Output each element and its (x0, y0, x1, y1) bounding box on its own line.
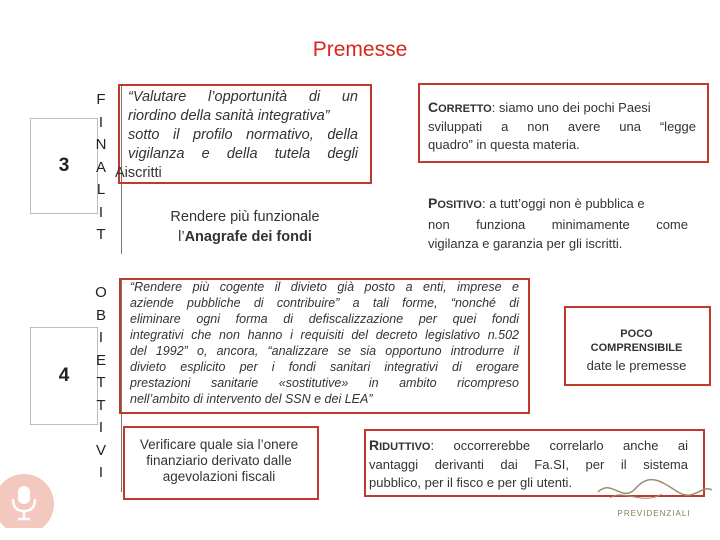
goal-line: finanziario derivato dalle (146, 453, 292, 468)
microphone-icon (0, 472, 56, 528)
quote-line: prestazioni sanitarie «sostitutive» in ambito ricompreso (130, 376, 519, 390)
row4-number: 4 (58, 365, 70, 386)
vertical-letter: I (98, 203, 104, 221)
correct-line: sviluppati a non avere una “legge (428, 119, 696, 134)
quote-line: aziende pubbliche di contribuire” a tali forme, “nonché di (130, 296, 519, 310)
quote-line: sotto il profilo normativo, della (128, 127, 358, 143)
vertical-letter: E (95, 351, 106, 369)
vertical-letter: T (96, 374, 106, 391)
quote-line: Aiscritti (115, 165, 162, 181)
quote-line: riordino della sanità integrativa” (128, 108, 330, 124)
vertical-letter: V (95, 441, 106, 459)
vertical-letter: I (98, 464, 104, 481)
overlap-letter: A (115, 165, 125, 181)
vertical-letter: A (95, 158, 106, 176)
quote-line: vigilanza e della tutela degli (128, 146, 358, 162)
row4-goal (127, 437, 311, 485)
row3-goal (140, 207, 350, 247)
row4-vertical-word (92, 282, 110, 485)
vertical-letter: T (96, 396, 106, 414)
company-logo (592, 478, 716, 524)
row3-number-box (30, 118, 98, 214)
positive-line: vigilanza e garanzia per gli iscritti. (428, 236, 623, 251)
vertical-letter: I (98, 329, 104, 346)
quote-line: integrativi che non hanno i requisiti del decreto legislativo n.502 (130, 328, 519, 342)
vertical-letter: O (95, 284, 107, 301)
vertical-letter: N (95, 136, 107, 153)
positive-heading: POSITIVO: a tutt’oggi non è pubblica e (428, 195, 645, 211)
poco-text (566, 327, 707, 373)
goal-line: Rendere più funzionale (170, 209, 320, 225)
reduct-line: vantaggi derivanti dai Fa.SI, per il sistema (369, 457, 688, 472)
quote-line: “Valutare l’opportunità di un (128, 89, 358, 105)
poco-line: POCO (620, 328, 653, 340)
row3-vertical-word (92, 89, 110, 247)
quote-line: nell’ambito di intervento del SSN e dei LEA” (130, 392, 373, 406)
vertical-letter: I (98, 113, 104, 131)
reduct-heading: RIDUTTIVO: occorrerebbe correlarlo anche ai (369, 437, 688, 453)
correct-line: quadro” in questa materia. (428, 137, 580, 152)
logo-subtitle: PREVIDENZIALI (617, 509, 691, 518)
goal-line: agevolazioni fiscali (162, 469, 276, 484)
poco-line: COMPRENSIBILE (590, 342, 683, 354)
quote-line: “Rendere più cogente il divieto già posto a enti, imprese e (130, 280, 519, 294)
vertical-letter: I (98, 419, 104, 436)
positive-line: non funziona minimamente come (428, 217, 688, 232)
vertical-letter: T (96, 226, 106, 243)
row3-positive-text (428, 194, 688, 253)
slide-title: Premesse (312, 38, 408, 61)
vertical-letter: F (96, 91, 106, 108)
vertical-letter: B (95, 306, 106, 324)
row3-number: 3 (58, 155, 70, 176)
quote-line: del 1992” o, ancora, “analizzare se sia opportuno introdurre il (130, 344, 519, 358)
row3-correct-text (428, 98, 696, 154)
goal-line: l’Anagrafe dei fondi (178, 229, 312, 245)
goal-line: Verificare quale sia l’onere (139, 437, 299, 452)
quote-line: divieto esplicito per i fondi sanitari integrativi di erogare (130, 360, 519, 374)
vertical-letter: L (96, 181, 106, 198)
row4-number-box (30, 327, 98, 425)
quote-line: eliminare ogni forma di defiscalizzazione per quei fondi (130, 312, 519, 326)
reduct-line: pubblico, per il fisco e per gli utenti. (369, 475, 573, 490)
correct-heading: CORRETTO: siamo uno dei pochi Paesi (428, 99, 651, 115)
row4-quote (130, 279, 519, 407)
poco-line: date le premesse (586, 358, 687, 373)
row3-quote (115, 88, 358, 183)
